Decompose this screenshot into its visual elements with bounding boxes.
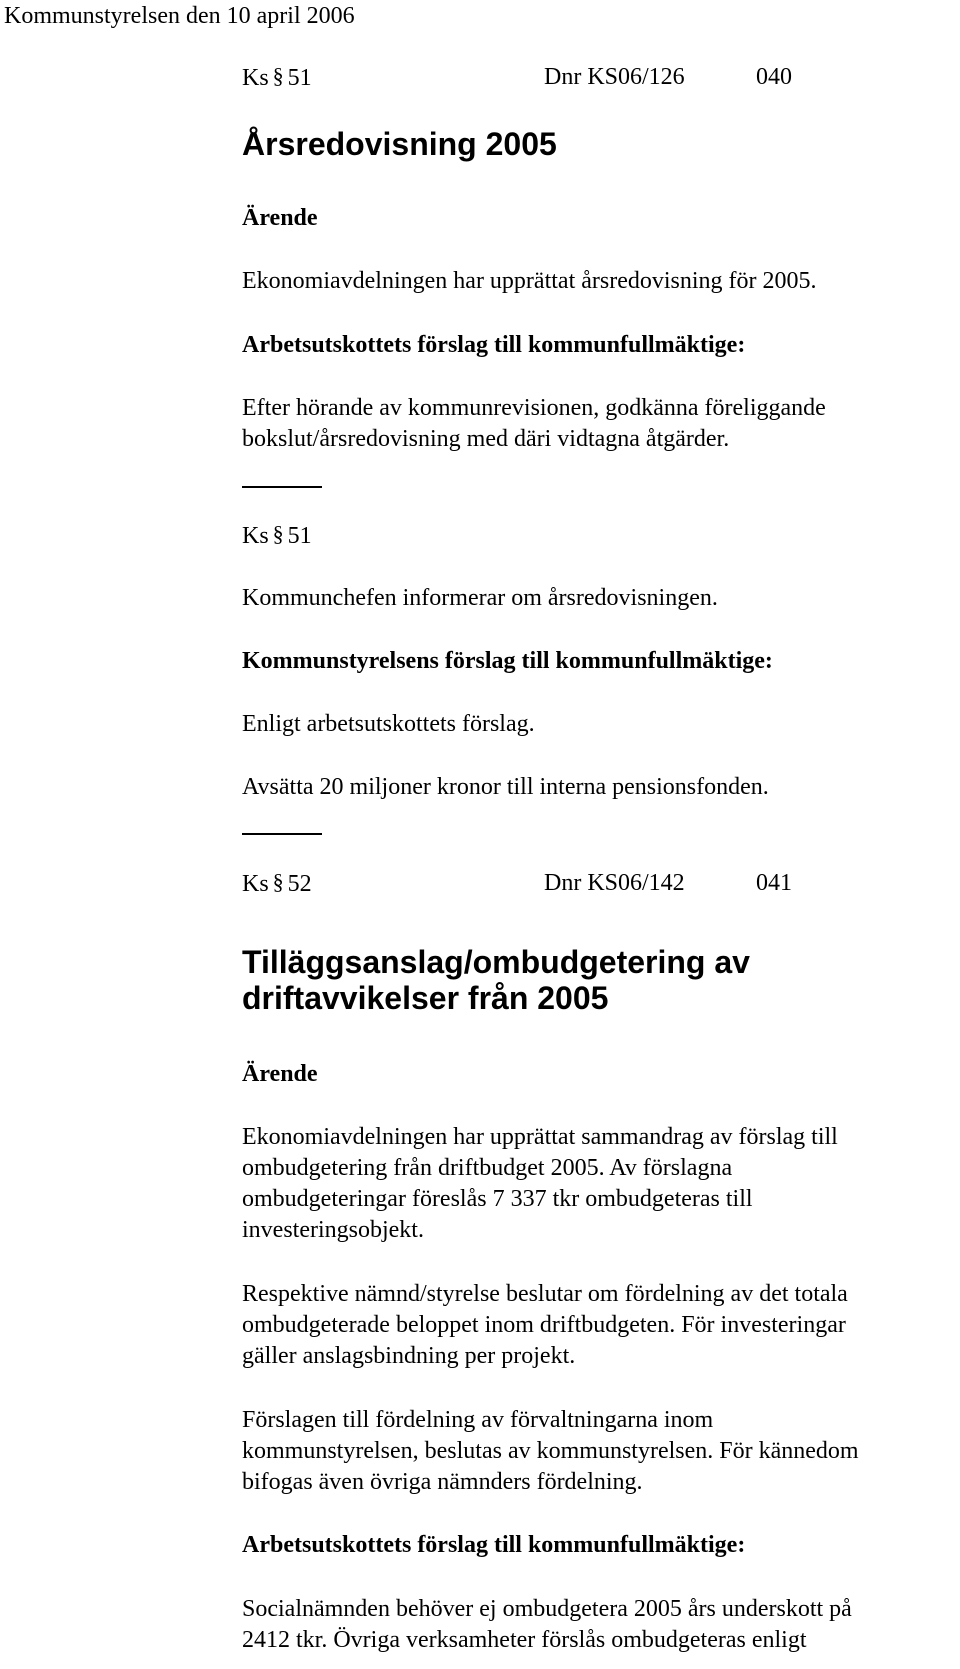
ks-proposal-text: Avsätta 20 miljoner kronor till interna pensionsfonden. — [242, 774, 769, 800]
au-proposal-line: bokslut/årsredovisning med däri vidtagna åtgärder. — [242, 426, 730, 452]
section-title: driftavvikelser från 2005 — [242, 980, 609, 1016]
au-proposal-heading: Arbetsutskottets förslag till kommunfullmäktige: — [242, 1532, 746, 1558]
au-proposal-line: Socialnämnden behöver ej ombudgetera 2005 års underskott på — [242, 1596, 852, 1622]
paragraph-line: ombudgetering från driftbudget 2005. Av förslagna — [242, 1155, 733, 1181]
paragraph-line: Ekonomiavdelningen har upprättat sammandrag av förslag till — [242, 1124, 838, 1150]
paragraph-line: kommunstyrelsen, beslutas av kommunstyrelsen. För kännedom — [242, 1438, 859, 1464]
ks-info-text: Kommunchefen informerar om årsredovisningen. — [242, 585, 718, 611]
ks-paragraph-ref — [242, 520, 312, 552]
arende-text: Ekonomiavdelningen har upprättat årsredovisning för 2005. — [242, 268, 817, 294]
paragraph-line: bifogas även övriga nämnders fördelning. — [242, 1469, 643, 1495]
section-title: Årsredovisning 2005 — [242, 126, 557, 162]
section-symbol: § — [272, 63, 284, 88]
paragraph-line: Respektive nämnd/styrelse beslutar om fördelning av det totala — [242, 1281, 848, 1307]
arende-heading: Ärende — [242, 205, 318, 231]
section-title: Tilläggsanslag/ombudgetering av — [242, 944, 750, 980]
ks-prefix: Ks — [242, 65, 269, 91]
ks-paragraph-ref — [242, 868, 312, 900]
paragraph-line: ombudgeterade beloppet inom driftbudgeten. För investeringar — [242, 1312, 846, 1338]
section-symbol: § — [272, 869, 284, 894]
ks-proposal-text: Enligt arbetsutskottets förslag. — [242, 711, 535, 737]
paragraph-line: Förslagen till fördelning av förvaltningarna inom — [242, 1407, 714, 1433]
page-header: Kommunstyrelsen den 10 april 2006 — [4, 3, 355, 29]
paragraph-line: investeringsobjekt. — [242, 1217, 424, 1243]
ks-number: 52 — [287, 871, 312, 897]
ks-prefix: Ks — [242, 871, 269, 897]
ks-number: 51 — [287, 65, 312, 91]
au-proposal-heading: Arbetsutskottets förslag till kommunfullmäktige: — [242, 332, 746, 358]
au-proposal-line: 2412 tkr. Övriga verksamheter förslås ombudgeteras enligt — [242, 1627, 807, 1653]
au-proposal-line: Efter hörande av kommunrevisionen, godkänna föreliggande — [242, 395, 826, 421]
ks-paragraph-ref — [242, 62, 312, 94]
ks-proposal-heading: Kommunstyrelsens förslag till kommunfullmäktige: — [242, 648, 773, 674]
arende-heading: Ärende — [242, 1061, 318, 1087]
ks-number: 51 — [287, 523, 312, 549]
dnr-number: Dnr KS06/126 — [544, 64, 685, 90]
separator-rule — [242, 486, 322, 488]
dnr-number: Dnr KS06/142 — [544, 870, 685, 896]
ks-prefix: Ks — [242, 523, 269, 549]
paragraph-line: gäller anslagsbindning per projekt. — [242, 1343, 576, 1369]
case-code: 041 — [756, 870, 792, 896]
section-symbol: § — [272, 521, 284, 546]
separator-rule — [242, 833, 322, 835]
paragraph-line: ombudgeteringar föreslås 7 337 tkr ombudgeteras till — [242, 1186, 753, 1212]
case-code: 040 — [756, 64, 792, 90]
